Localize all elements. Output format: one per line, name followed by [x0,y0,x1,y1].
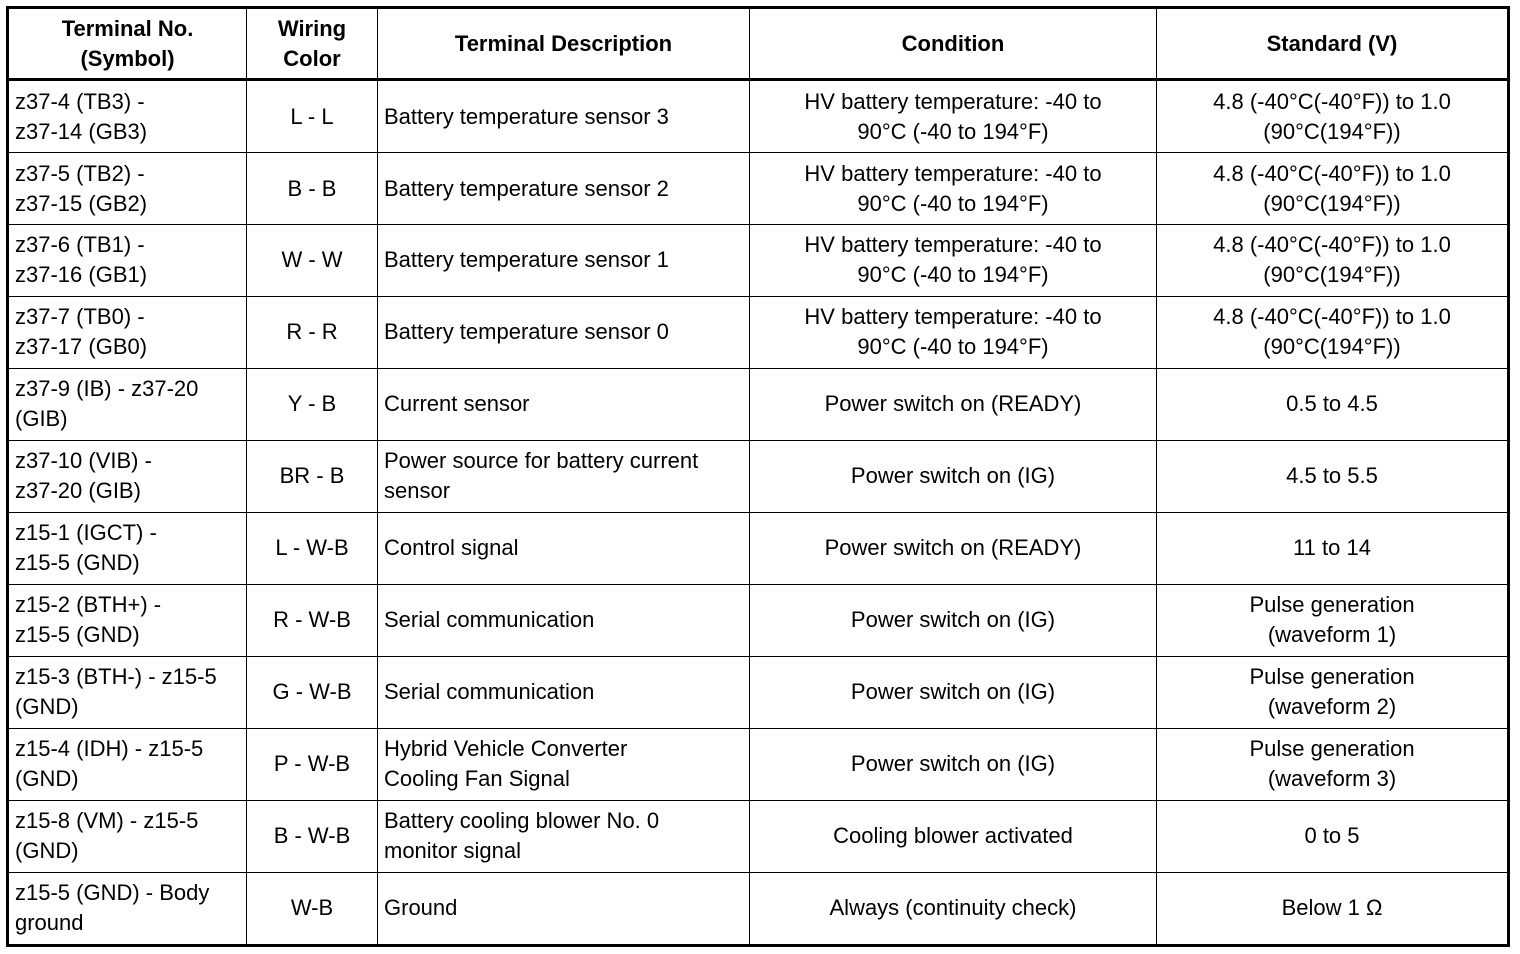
cell-condition-line: Power switch on (IG) [850,463,1056,489]
table-row [8,800,1509,872]
cell-wiring-color-text: R - W-B [273,607,351,633]
cell-wiring-color [247,225,378,297]
cell-terminal-line: (GIB) [15,406,68,432]
cell-terminal-line: z15-2 (BTH+) - [15,592,162,618]
cell-wiring-color [247,368,378,440]
cell-condition-line: HV battery temperature: -40 to [804,88,1102,114]
cell-condition-line: Power switch on (READY) [824,535,1082,561]
cell-description [378,225,750,297]
cell-description [378,153,750,225]
cell-terminal-line: z15-3 (BTH-) - z15-5 [15,664,217,690]
cell-condition [750,800,1157,872]
header-line: Wiring [277,15,347,41]
cell-condition [750,584,1157,656]
header-standard [1157,8,1509,80]
cell-condition [750,728,1157,800]
cell-condition-line: Power switch on (IG) [850,751,1056,777]
cell-standard [1157,656,1509,728]
cell-standard [1157,368,1509,440]
cell-terminal-line: z37-15 (GB2) [15,190,148,216]
cell-wiring-color [247,440,378,512]
cell-description-line: Battery temperature sensor 1 [384,247,669,273]
cell-description [378,512,750,584]
cell-terminal-line: z37-7 (TB0) - [15,304,145,330]
cell-standard [1157,728,1509,800]
cell-standard-line: (90°C(194°F)) [1263,334,1401,360]
cell-standard-line: 0 to 5 [1304,823,1360,849]
cell-standard-line: 4.8 (-40°C(-40°F)) to 1.0 [1213,88,1451,114]
header-line: Standard (V) [1266,30,1398,56]
cell-wiring-color [247,153,378,225]
header-line: Condition [901,30,1005,56]
cell-terminal-line: z37-16 (GB1) [15,262,148,288]
cell-wiring-color-text: P - W-B [273,751,351,777]
cell-description-line: Battery temperature sensor 2 [384,175,669,201]
cell-terminal-line: z37-14 (GB3) [15,118,148,144]
cell-wiring-color-text: W-B [290,895,334,921]
cell-wiring-color [247,728,378,800]
cell-condition [750,225,1157,297]
cell-condition-line: Power switch on (IG) [850,679,1056,705]
cell-condition [750,512,1157,584]
cell-terminal-line: z15-5 (GND) [15,622,140,648]
cell-description [378,872,750,945]
cell-condition-line: Cooling blower activated [833,823,1073,849]
table-body [8,80,1509,946]
cell-description [378,368,750,440]
cell-terminal-line: z15-5 (GND) - Body [15,880,210,906]
cell-condition-line: HV battery temperature: -40 to [804,160,1102,186]
cell-description [378,728,750,800]
cell-condition-line: 90°C (-40 to 194°F) [857,334,1049,360]
cell-condition [750,368,1157,440]
cell-description-line: Power source for battery current [384,448,699,474]
table-row [8,296,1509,368]
cell-terminal [8,800,247,872]
cell-standard [1157,584,1509,656]
cell-description-line: Hybrid Vehicle Converter [384,736,628,762]
cell-description-line: monitor signal [384,838,521,864]
cell-description [378,584,750,656]
cell-wiring-color [247,584,378,656]
cell-standard-line: Below 1 Ω [1281,895,1383,921]
header-line: (Symbol) [80,45,175,71]
cell-terminal [8,80,247,153]
header-terminal-description [378,8,750,80]
cell-standard-line: 0.5 to 4.5 [1286,391,1378,417]
cell-terminal-line: ground [15,910,84,936]
cell-terminal-line: z15-1 (IGCT) - [15,520,157,546]
cell-wiring-color-text: L - W-B [275,535,349,561]
cell-wiring-color [247,80,378,153]
cell-terminal [8,872,247,945]
cell-terminal-line: (GND) [15,838,79,864]
table-row [8,368,1509,440]
table-row [8,440,1509,512]
cell-standard [1157,153,1509,225]
cell-condition [750,440,1157,512]
cell-terminal [8,656,247,728]
cell-description [378,800,750,872]
table-row [8,512,1509,584]
cell-standard [1157,872,1509,945]
cell-terminal [8,153,247,225]
cell-terminal [8,728,247,800]
cell-standard-line: (waveform 3) [1267,766,1397,792]
cell-wiring-color-text: BR - B [279,463,345,489]
cell-condition-line: HV battery temperature: -40 to [804,232,1102,258]
table-row [8,225,1509,297]
cell-description-line: Control signal [384,535,519,561]
cell-terminal-line: z37-17 (GB0) [15,334,148,360]
cell-standard [1157,440,1509,512]
cell-standard-line: (90°C(194°F)) [1263,262,1401,288]
cell-terminal-line: z15-5 (GND) [15,550,140,576]
cell-terminal-line: z15-4 (IDH) - z15-5 [15,736,204,762]
cell-wiring-color [247,512,378,584]
cell-description [378,656,750,728]
cell-terminal [8,225,247,297]
cell-terminal-line: z37-5 (TB2) - [15,160,145,186]
cell-condition-line: HV battery temperature: -40 to [804,304,1102,330]
table-header-row [8,8,1509,80]
cell-standard-line: Pulse generation [1249,664,1415,690]
header-condition [750,8,1157,80]
cell-condition-line: 90°C (-40 to 194°F) [857,262,1049,288]
cell-description [378,440,750,512]
header-wiring-color [247,8,378,80]
cell-condition [750,153,1157,225]
cell-standard-line: Pulse generation [1249,592,1415,618]
cell-condition [750,80,1157,153]
cell-terminal [8,296,247,368]
cell-condition [750,296,1157,368]
cell-description-line: sensor [384,478,451,504]
cell-description-line: Cooling Fan Signal [384,766,570,792]
cell-condition-line: 90°C (-40 to 194°F) [857,190,1049,216]
cell-standard-line: 11 to 14 [1293,535,1371,561]
cell-wiring-color [247,872,378,945]
cell-wiring-color [247,296,378,368]
cell-standard-line: 4.8 (-40°C(-40°F)) to 1.0 [1213,304,1451,330]
cell-condition-line: Always (continuity check) [829,895,1077,921]
cell-wiring-color-text: W - W [281,247,343,273]
cell-wiring-color-text: L - L [290,103,334,129]
cell-terminal-line: (GND) [15,694,79,720]
cell-terminal [8,512,247,584]
header-line: Terminal Description [454,30,673,56]
cell-terminal-line: z15-8 (VM) - z15-5 [15,808,199,834]
cell-description-line: Battery temperature sensor 3 [384,103,669,129]
cell-terminal-line: z37-4 (TB3) - [15,88,145,114]
cell-description [378,296,750,368]
cell-standard-line: 4.8 (-40°C(-40°F)) to 1.0 [1213,160,1451,186]
cell-standard [1157,80,1509,153]
table-row [8,656,1509,728]
cell-wiring-color [247,800,378,872]
cell-terminal-line: z37-9 (IB) - z37-20 [15,376,199,402]
cell-terminal [8,584,247,656]
cell-standard [1157,296,1509,368]
cell-standard [1157,800,1509,872]
terminal-spec-table [6,6,1510,947]
terminal-table-container [6,6,1507,947]
cell-description-line: Serial communication [384,679,595,705]
table-row [8,728,1509,800]
cell-condition [750,872,1157,945]
cell-condition-line: 90°C (-40 to 194°F) [857,118,1049,144]
cell-description-line: Battery temperature sensor 0 [384,319,669,345]
cell-wiring-color-text: G - W-B [272,679,352,705]
cell-terminal [8,440,247,512]
table-row [8,80,1509,153]
table-row [8,872,1509,945]
cell-description-line: Ground [384,895,458,921]
cell-standard-line: Pulse generation [1249,736,1415,762]
cell-description-line: Battery cooling blower No. 0 [384,808,660,834]
cell-condition-line: Power switch on (IG) [850,607,1056,633]
cell-standard-line: 4.5 to 5.5 [1286,463,1378,489]
cell-terminal-line: z37-6 (TB1) - [15,232,145,258]
cell-wiring-color-text: Y - B [287,391,337,417]
table-row [8,153,1509,225]
cell-wiring-color-text: R - R [286,319,338,345]
cell-description-line: Current sensor [384,391,530,417]
table-row [8,584,1509,656]
cell-standard-line: 4.8 (-40°C(-40°F)) to 1.0 [1213,232,1451,258]
cell-standard [1157,512,1509,584]
header-line: Terminal No. [61,15,194,41]
cell-condition [750,656,1157,728]
cell-wiring-color-text: B - B [287,175,337,201]
cell-wiring-color [247,656,378,728]
cell-standard-line: (waveform 1) [1267,622,1397,648]
cell-terminal-line: (GND) [15,766,79,792]
cell-standard-line: (90°C(194°F)) [1263,118,1401,144]
cell-terminal-line: z37-20 (GIB) [15,478,141,504]
cell-standard-line: (waveform 2) [1267,694,1397,720]
cell-description-line: Serial communication [384,607,595,633]
header-terminal-no [8,8,247,80]
cell-terminal [8,368,247,440]
header-line: Color [283,45,341,71]
cell-standard [1157,225,1509,297]
cell-condition-line: Power switch on (READY) [824,391,1082,417]
cell-wiring-color-text: B - W-B [273,823,351,849]
cell-terminal-line: z37-10 (VIB) - [15,448,152,474]
cell-description [378,80,750,153]
cell-standard-line: (90°C(194°F)) [1263,190,1401,216]
